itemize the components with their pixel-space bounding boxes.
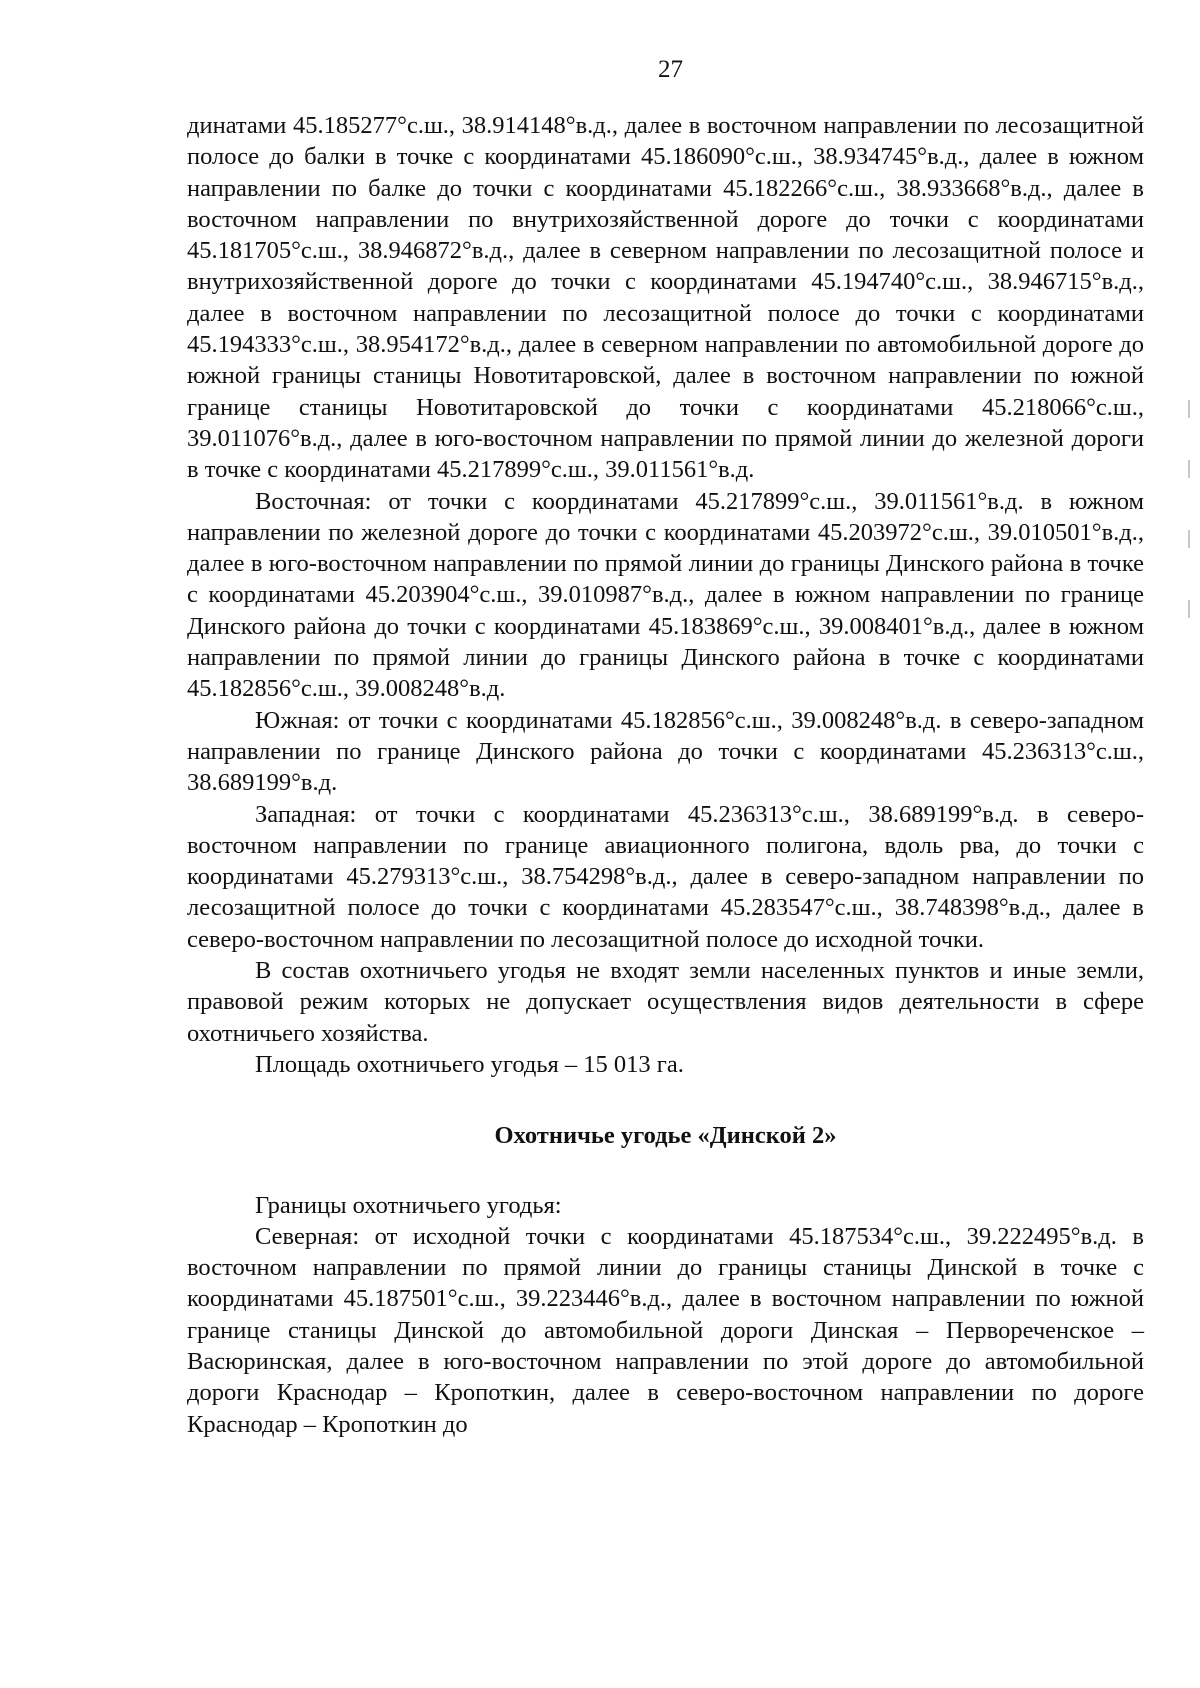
paragraph-south-border: Южная: от точки с координатами 45.182856°с.ш., 39.008248°в.д. в северо-западном направлении по границе Динского района до точки с координатами 45.236313°с.ш., 38.689199°в.д. <box>187 706 1144 797</box>
section-title: Охотничье угодье «Динской 2» <box>494 1122 837 1150</box>
paragraph-borders-heading: Границы охотничьего угодья: <box>255 1191 562 1219</box>
page-number: 27 <box>658 56 683 83</box>
paragraph-exclusions: В состав охотничьего угодья не входят земли населенных пунктов и иные земли, правовой режим которых не допускает осуществления видов деятельности в сфере охотничьего хозяйства. <box>187 957 1144 1047</box>
paragraph-continuation: динатами 45.185277°с.ш., 38.914148°в.д., далее в восточном направлении по лесозащитной полосе до балки в точке с координатами 45.186090°с.ш., 38.934745°в.д., далее в южном направлении по балке до точки с координатами 45.182266°с.ш., 38.933668°в.д., далее в восточном направлении по внутрихозяйственной дороге до точки с координатами 45.181705°с.ш., 38.946872°в.д., далее в северном направлении по лесозащитной полосе и внутрихозяйственной дороге до точки с координатами 45.194740°с.ш., 38.946715°в.д., далее в восточном направлении по лесозащитной полосе до точки с координатами 45.194333°с.ш., 38.954172°в.д., далее в северном направлении по автомобильной дороге до южной границы станицы Новотитаровской, далее в восточном направлении по южной границе станицы Новотитаровской до точки с координатами 45.218066°с.ш., 39.011076°в.д., далее в юго-восточном направлении по прямой линии до железной дороги в точке с координатами 45.217899°с.ш., 39.011561°в.д. <box>187 112 1144 484</box>
paragraph-west-border: Западная: от точки с координатами 45.236313°с.ш., 38.689199°в.д. в северо-восточном направлении по границе авиационного полигона, вдоль рва, до точки с координатами 45.279313°с.ш., 38.754298°в.д., далее в северо-западном направлении по лесозащитной полосе до точки с координатами 45.283547°с.ш., 38.748398°в.д., далее в северо-восточном направлении по лесозащитной полосе до исходной точки. <box>187 800 1144 953</box>
document-body <box>187 110 1144 1440</box>
paragraph-area: Площадь охотничьего угодья – 15 013 га. <box>255 1050 684 1078</box>
paragraph-east-border: Восточная: от точки с координатами 45.217899°с.ш., 39.011561°в.д. в южном направлении по железной дороге до точки с координатами 45.203972°с.ш., 39.010501°в.д., далее в юго-восточном направлении по прямой линии до границы Динского района в точке с координатами 45.203904°с.ш., 39.010987°в.д., далее в южном направлении по границе Динского района до точки с координатами 45.183869°с.ш., 39.008401°в.д., далее в южном направлении по прямой линии до границы Динского района в точке с координатами 45.182856°с.ш., 39.008248°в.д. <box>187 487 1144 703</box>
paragraph-north-border: Северная: от исходной точки с координатами 45.187534°с.ш., 39.222495°в.д. в восточном направлении по прямой линии до границы станицы Динской в точке с координатами 45.187501°с.ш., 39.223446°в.д., далее в восточном направлении по южной границе станицы Динской до автомобильной дороги Динская – Первореченское – Васюринская, далее в юго-восточном направлении по этой дороге до автомобильной дороги Краснодар – Кропоткин, далее в северо-восточном направлении по дороге Краснодар – Кропоткин до <box>187 1222 1144 1438</box>
scan-margin-marks <box>1188 400 1191 660</box>
